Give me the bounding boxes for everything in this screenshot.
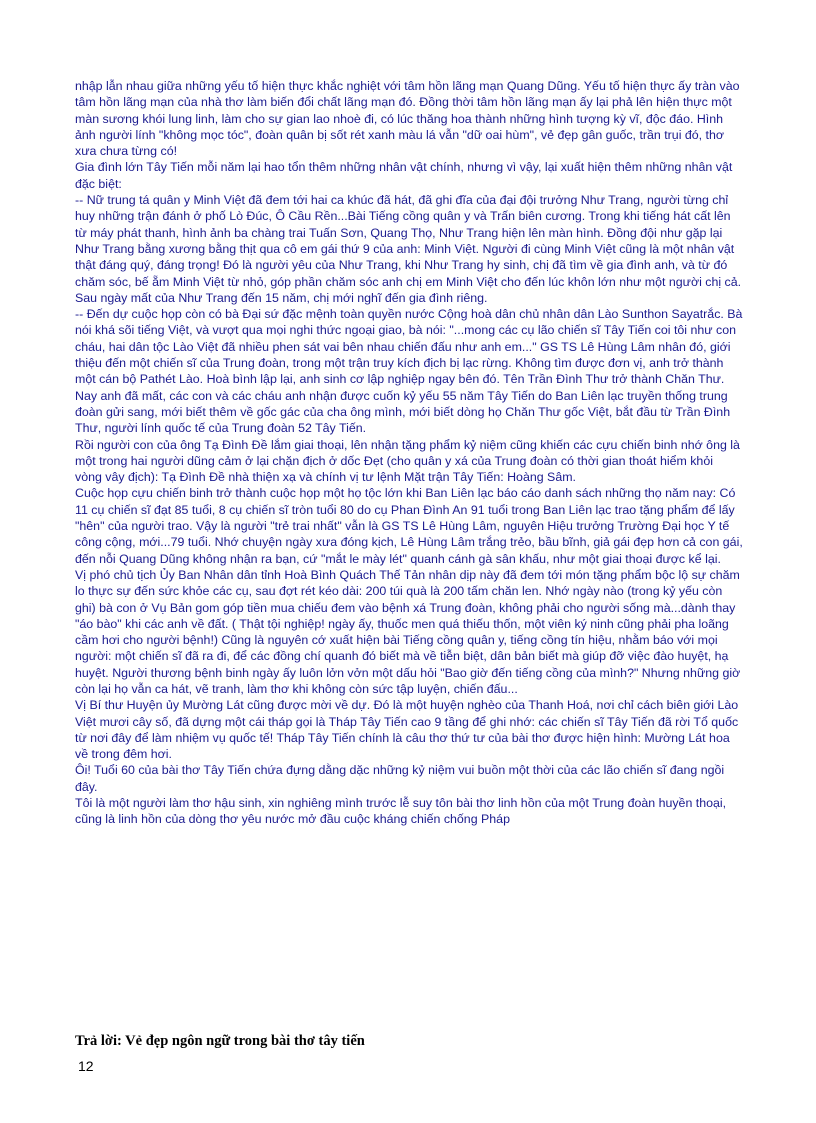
paragraph-8: Vị Bí thư Huyện ủy Mường Lát cũng được mời về dự. Đó là một huyện nghèo của Thanh Hoá, nơi chỉ cách biên giới Lào Việt mươi cây số, đã dựng một cái tháp gọi là Tháp Tây Tiến cao 9 tầng để ghi nhớ: các chiến sĩ Tây Tiến đã rời Tổ quốc từ nơi đây để làm nhiệm vụ quốc tế! Tháp Tây Tiến chính là câu thơ thứ tư của bài thơ được hiện hình: Mường Lát hoa về trong đêm hơi. <box>75 698 739 762</box>
paragraph-10: Tôi là một người làm thơ hậu sinh, xin nghiêng mình trước lễ suy tôn bài thơ linh hồn của một Trung đoàn huyền thoại, cũng là linh hồn của dòng thơ yêu nước mở đầu cuộc kháng chiến chống Pháp <box>75 796 727 827</box>
paragraph-5: Rồi người con của ông Tạ Đình Đề lắm giai thoại, lên nhận tặng phẩm kỷ niệm cũng khiến các cựu chiến binh nhớ ông là một trong hai người dũng cảm ở lại chặn địch ở dốc Đẹt (cho quân y xá của Trung đoàn có thời gian thoát hiểm khỏi vòng vây địch): Tạ Đình Đề nhà thiện xạ và chính vị tư lệnh Mặt trận Tây Tiến: Hoàng Sâm. <box>75 437 740 485</box>
paragraph-7: Vị phó chủ tịch Ủy Ban Nhân dân tỉnh Hoà Bình Quách Thế Tản nhân dịp này đã đem tới món tặng phẩm bộc lộ sự chăm lo thực sự đến sức khỏe các cụ, sau đợt rét kéo dài: 200 túi quà là 200 tấm chăn len. Nhớ ngày nào (trong kỷ yếu còn ghi) bà con ở Vụ Bản gom góp tiền mua chiếu đem vào bệnh xá Trung đoàn, không phải cho người sống mà...dành thay "áo bào" khi các anh về đất. ( Thật tội nghiệp! ngày ấy, thuốc men quá thiếu thốn, một viên ký ninh cũng phải pha loãng cầm hơi cho người bệnh!) Cũng là nguyên cớ xuất hiện bài Tiếng cồng quân y, tiếng cồng tín hiệu, nhằm báo với mọi người: một chiến sĩ đã ra đi, để các đồng chí quanh đó biết mà về tiễn biệt, dân bản biết mà giúp đỡ việc đào huyệt, hạ huyệt. Người thương bệnh binh ngày ấy luôn lởn vởn một dấu hỏi "Bao giờ đến tiếng cồng của mình?" Nhưng những giờ còn lại họ vẫn ca hát, vẽ tranh, làm thơ khi không còn sức tập luyện, chiến đấu... <box>75 567 741 696</box>
paragraph-2: Gia đình lớn Tây Tiến mỗi năm lại hao tổn thêm những nhân vật chính, nhưng vì vậy, lại xuất hiện thêm những nhân vật đặc biệt: <box>75 160 733 191</box>
paragraph-3: -- Nữ trung tá quân y Minh Việt đã đem tới hai ca khúc đã hát, đã ghi đĩa của đại đội trưởng Như Trang, người từng chỉ huy những trận đánh ở phố Lò Đúc, Ô Cầu Rền...Bài Tiếng cồng quân y và Trấn biên cương. Trong khi tiếng hát cất lên từ máy phát thanh, hình ảnh ba chàng trai Tuấn Sơn, Quang Thọ, Như Trang hiện lên màn hình. Đồng đội như gặp lại Như Trang bằng xương bằng thịt qua cô em gái thứ 9 của anh: Minh Việt. Người đi cùng Minh Việt cũng là một nhân vật thật đáng quý, đáng trọng! Đó là người yêu của Như Trang, khi Như Trang hy sinh, chị đã tìm về gia đình anh, và từ đó chăm sóc, bế ẵm Minh Việt từ nhỏ, góp phần chăm sóc anh chị em Minh Việt cho đến lúc khôn lớn như một người chị cả. Sau ngày mất của Như Trang đến 15 năm, chị mới nghĩ đến gia đình riêng. <box>75 193 742 305</box>
page-number: 12 <box>78 1058 94 1074</box>
paragraph-9: Ôi! Tuổi 60 của bài thơ Tây Tiến chứa đựng dằng dặc những kỷ niệm vui buồn một thời của các lão chiến sĩ đang ngồi đây. <box>75 763 725 794</box>
footer-title: Trả lời: Vẻ đẹp ngôn ngữ trong bài thơ tây tiến <box>75 1033 365 1049</box>
body-text <box>75 78 743 828</box>
paragraph-1: nhập lẫn nhau giữa những yếu tố hiện thực khắc nghiệt với tâm hồn lãng mạn Quang Dũng. Yếu tố hiện thực ấy tràn vào tâm hồn lãng mạn của nhà thơ làm biến đổi chất lãng mạn đó. Đồng thời tâm hồn lãng mạn ấy lại phả lên hiện thực một màn sương khói lung linh, làm cho sự gian lao nhoè đi, có lúc thăng hoa thành những hình tượng kỳ vĩ, độc đáo. Hình ảnh người lính "không mọc tóc", đoàn quân bị sốt rét xanh màu lá vẫn "dữ oai hùm", vẻ đẹp gân guốc, trần trụi đó, thơ xưa chưa từng có! <box>75 79 740 159</box>
paragraph-6: Cuộc họp cựu chiến binh trở thành cuộc họp một họ tộc lớn khi Ban Liên lạc báo cáo danh sách những thọ năm nay: Có 11 cụ chiến sĩ đạt 85 tuổi, 8 cụ chiến sĩ tròn tuổi 80 do cụ Phan Đình An 91 tuổi trong Ban Liên lạc trao tặng phẩm để lấy "hên" của người trao. Vậy là người "trẻ trai nhất" vẫn là GS TS Lê Hùng Lâm, nguyên Hiệu trưởng Trường Đại học Y tế công cộng, mới...79 tuổi. Nhớ chuyện ngày xưa đóng kịch, Lê Hùng Lâm trắng trẻo, bầu bĩnh, giả gái đẹp hơn cả con gái, đến nỗi Quang Dũng không nhận ra bạn, cứ "mắt le mày lét" quanh cánh gà sân khấu, như một giai thoại được kể lại. <box>75 486 743 566</box>
paragraph-4: -- Đến dự cuộc họp còn có bà Đại sứ đặc mệnh toàn quyền nước Cộng hoà dân chủ nhân dân Lào Sunthon Sayatrắc. Bà nói khá sõi tiếng Việt, và vượt qua mọi nghi thức ngoại giao, bà nói: "...mong các cụ lão chiến sĩ Tây Tiến coi tôi như con cháu, hai dân tộc Lào Việt đã nhiều phen sát vai bên nhau chiến đấu như anh em..." GS TS Lê Hùng Lâm nhân đó, giới thiệu đến một chiến sĩ của Trung đoàn, trong một trận truy kích địch bị lạc rừng. Không tìm được đơn vị, anh trở thành một cán bộ Pathét Lào. Hoà bình lập lại, anh sinh cơ lập nghiệp ngay bên đó. Tên Trần Đình Thư trở thành Chăn Thư. Nay anh đã mất, các con và các cháu anh nhận được cuốn kỷ yếu 55 năm Tây Tiến do Ban Liên lạc truyền thống trung đoàn gửi sang, mới biết thêm về gốc gác của cha ông mình, mới biết dòng họ Chăn Thư gốc Việt, bắt đầu từ Trần Đình Thư, người lính quốc tế của Trung đoàn 52 Tây Tiến. <box>75 307 743 436</box>
